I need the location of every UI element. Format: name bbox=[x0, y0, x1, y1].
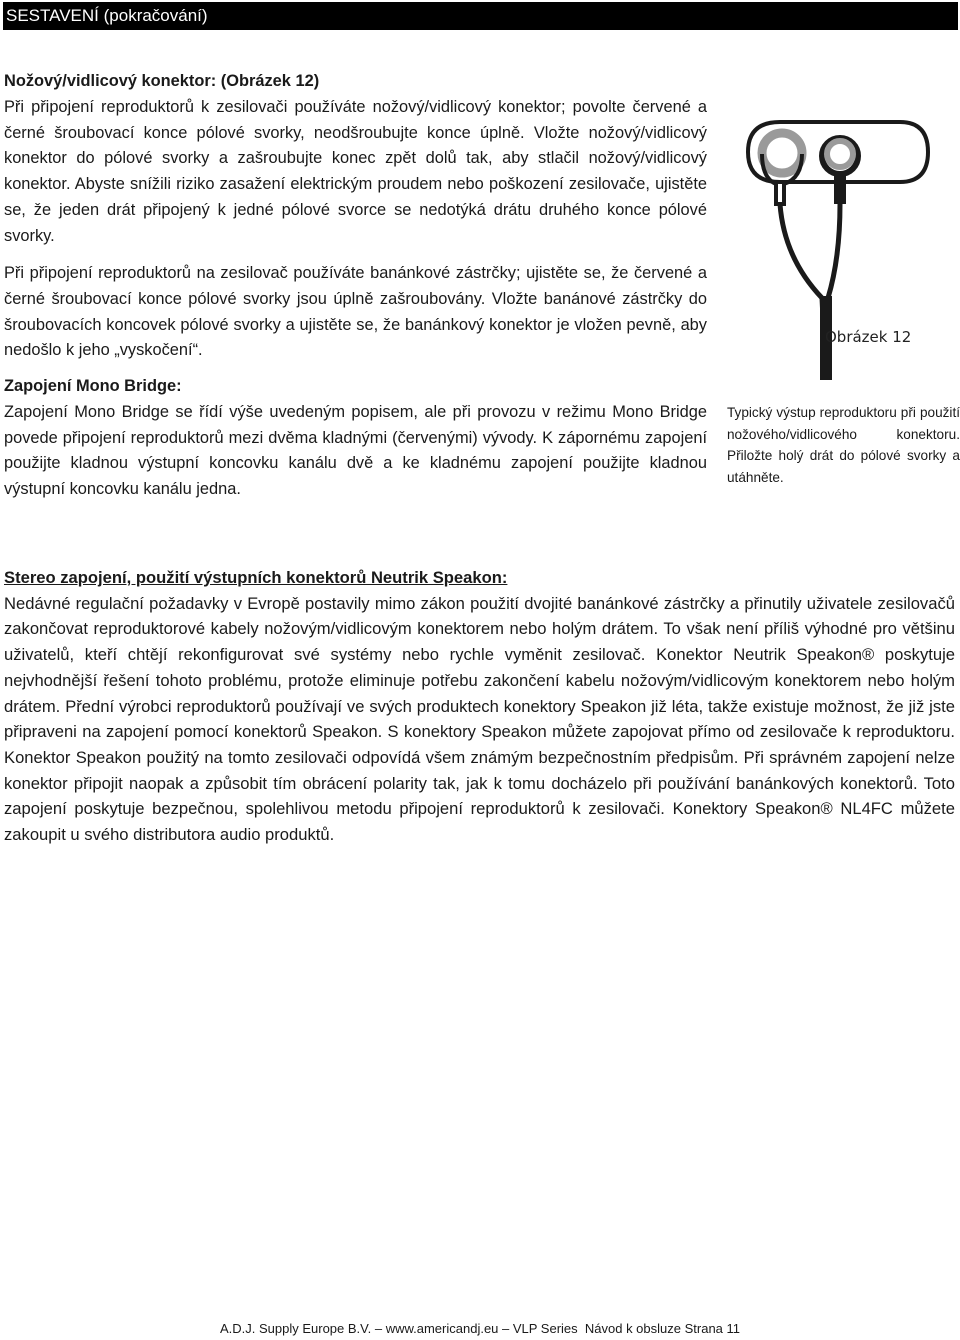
section-banana-plug bbox=[4, 261, 707, 364]
section-heading: Zapojení Mono Bridge: bbox=[4, 377, 182, 395]
page-footer bbox=[0, 1321, 960, 1336]
paragraph: Zapojení Mono Bridge se řídí výše uvedeným popisem, ale při provozu v režimu Mono Bridge povede připojení reproduktorů mezi dvěma kladnými (červenými) vývody. K zápornému zapojení použijte kladnou výstupní koncovku kanálu dvě a ke kladnému zapojení použijte kladnou výstupní koncovku kanálu jedna. bbox=[4, 402, 707, 499]
section-speakon bbox=[4, 565, 955, 848]
binding-post-icon bbox=[827, 141, 853, 167]
footer-text: A.D.J. Supply Europe B.V. – www.americandj.eu – VLP Series Návod k obsluze Strana 11 bbox=[219, 1321, 741, 1336]
section-spade-connector bbox=[4, 69, 707, 250]
paragraph: Při připojení reproduktorů na zesilovač používáte banánkové zástrčky; ujistěte se, že červené a černé šroubovací konce pólové svorky jsou úplně zašroubovány. Vložte banánové zástrčky do šroubovacích koncovek pólové svorky a ujistěte se, že banánkový konektor je vložen pevně, aby nedošlo k jeho „vyskočení“. bbox=[4, 264, 707, 360]
paragraph: Při připojení reproduktorů k zesilovači používáte nožový/vidlicový konektor; povolte červené a černé šroubovací konce pólové svorky, neodšroubujte konce úplně. Vložte nožový/vidlicový konektor do pólové svorky a zašroubujte konec zpět dolů tak, aby stlačil nožový/vidlicový konektor. Abyste snížili riziko zasažení elektrickým proudem nebo poškození zesilovače, ujistěte se, že jeden drát připojený k jedné pólové svorce se nedotýká drátu druhého konce pólové svorky. bbox=[4, 97, 707, 245]
section-mono-bridge bbox=[4, 374, 707, 503]
figure-label: Obrázek 12 bbox=[825, 328, 912, 346]
section-heading: Nožový/vidlicový konektor: (Obrázek 12) bbox=[4, 72, 320, 90]
spade-tail bbox=[834, 174, 846, 204]
binding-post-icon bbox=[762, 133, 802, 173]
section-heading: Stereo zapojení, použití výstupních konektorů Neutrik Speakon: bbox=[4, 568, 508, 587]
page-header: SESTAVENÍ (pokračování) bbox=[3, 2, 958, 30]
paragraph: Nedávné regulační požadavky v Evropě postavily mimo zákon použití dvojité banánkové zástrčky a přinutily uživatele zesilovačů zakončovat reproduktorové kabely nožovým/vidlicovým konektorem nebo holým drátem. To však není příliš výhodné pro většinu uživatelů, kteří chtějí rekonfigurovat své systémy nebo rychle vyměnit zesilovač. Konektor Neutrik Speakon® poskytuje nejvhodnější řešení tohoto problému, protože eliminuje potřebu zakončení kabelu nožovým/vidlicovým konektorem nebo holým drátem. Přední výrobci reproduktorů používají ve svých produktech konektory Speakon již léta, takže existuje možnost, že již jste připraveni na zapojení pomocí konektorů Speakon. S konektory Speakon můžete zapojovat přímo od zesilovače k reproduktoru. Konektor Speakon použitý na tomto zesilovači odpovídá všem známým bezpečnostním předpisům. Při správném zapojení nelze konektor připojit naopak a způsobit tím obrácení polarity tak, jak k tomu docházelo při používání banánkových konektorů. Toto zapojení poskytuje bezpečnou, spolehlivou metodu připojení reproduktorů k zesilovači. Konektory Speakon® NL4FC můžete zakoupit u svého distributora audio produktů. bbox=[4, 593, 955, 845]
figure-caption: Typický výstup reproduktoru při použití nožového/vidlicového konektoru. Přiložte holý drát do pólové svorky a utáhněte. bbox=[727, 405, 960, 485]
wire-left bbox=[780, 204, 826, 380]
wire-right bbox=[828, 204, 840, 298]
